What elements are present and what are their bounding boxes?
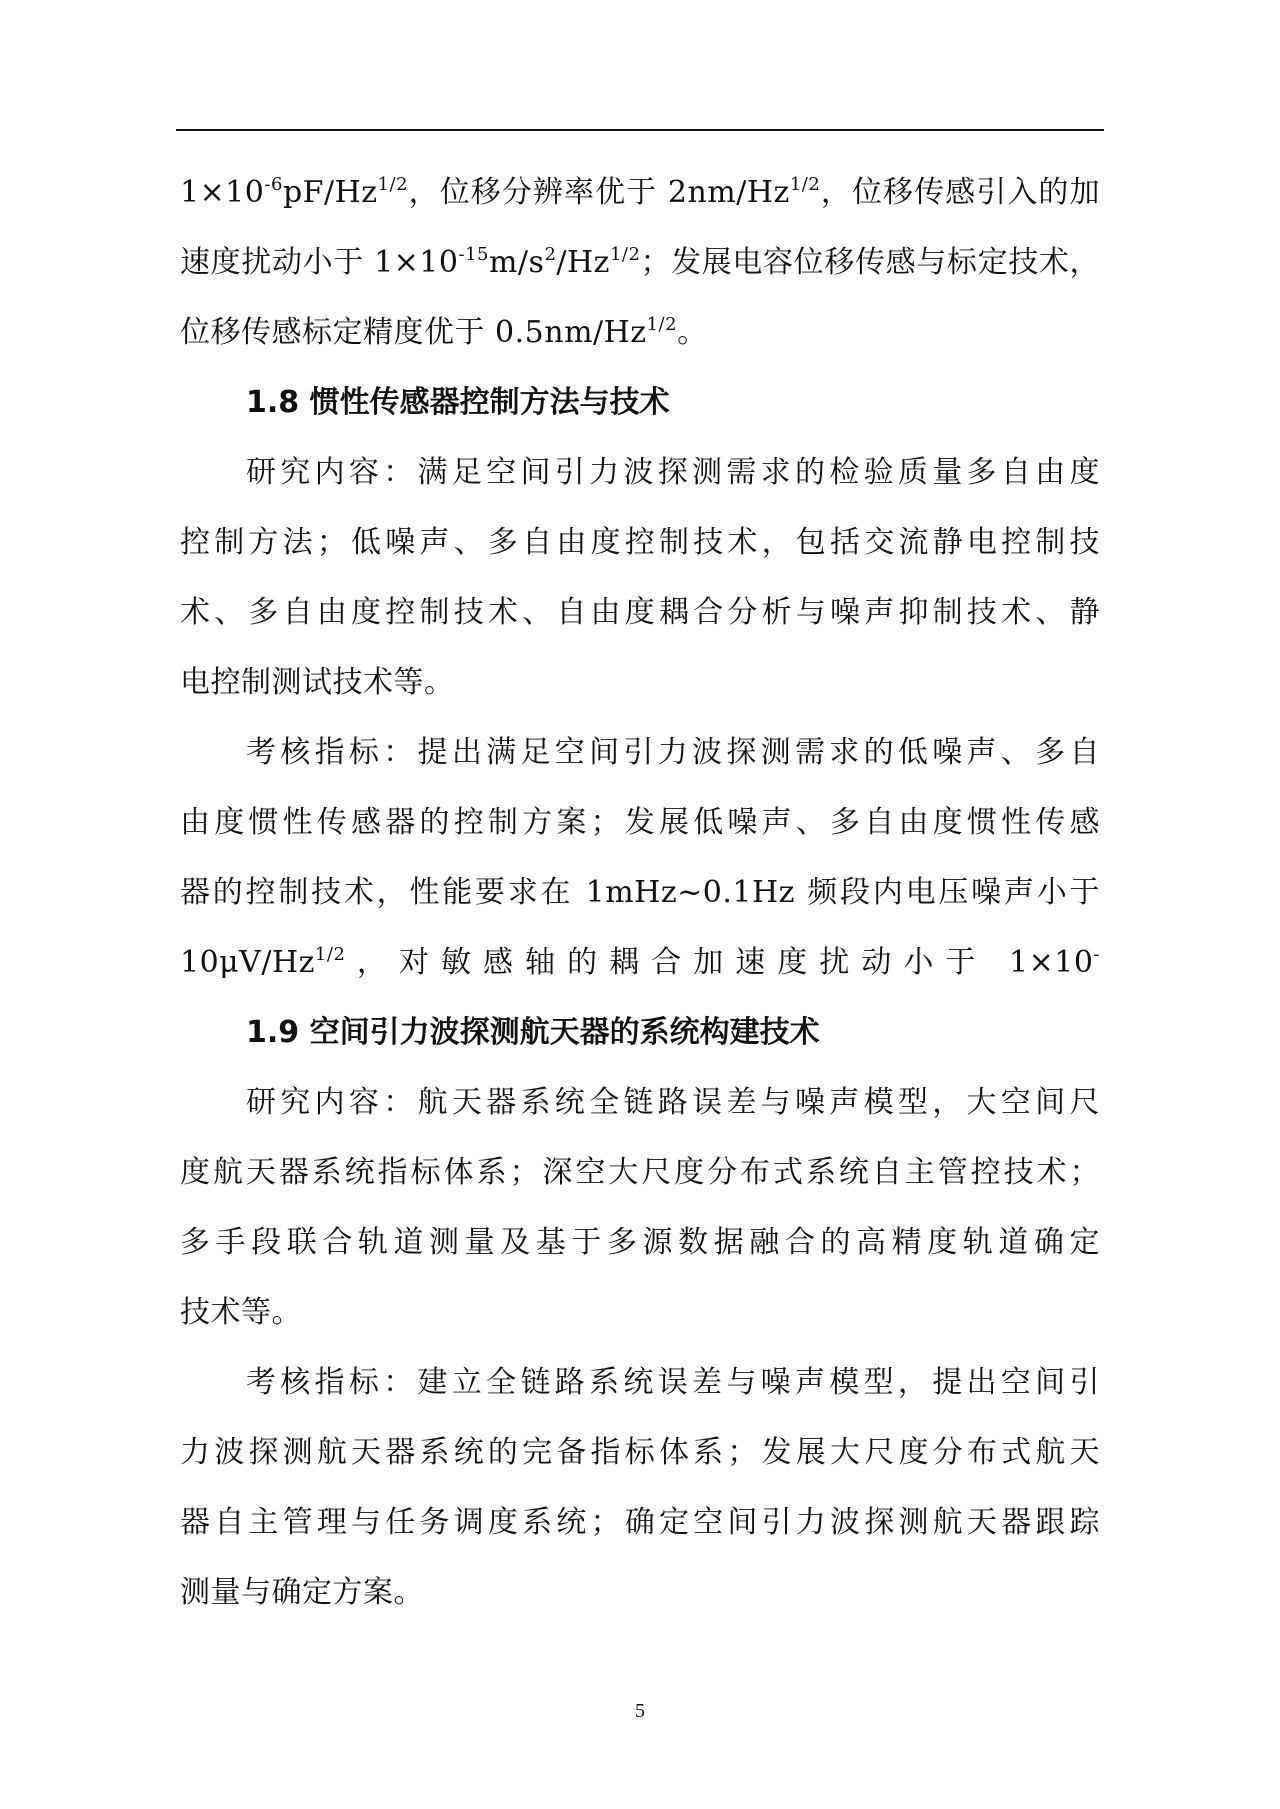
page-number: 5	[635, 1700, 645, 1722]
text-run: ，位移传感引入的加	[820, 175, 1100, 210]
s19-assessment-line-4: 测量与确定方案。	[180, 1575, 424, 1610]
s18-assessment-line-2: 由度惯性传感器的控制方案；发展低噪声、多自由度惯性传感	[180, 805, 1100, 840]
section-heading-1-9: 1.9 空间引力波探测航天器的系统构建技术	[246, 1015, 820, 1050]
s18-research-line-4: 电控制测试技术等。	[180, 665, 455, 700]
text-run: ，位移分辨率优于 2nm/Hz	[408, 175, 790, 210]
s19-assessment-line-3: 器自主管理与任务调度系统；确定空间引力波探测航天器跟踪	[180, 1505, 1100, 1540]
s18-assessment-line-4	[180, 928, 1100, 998]
s19-research-line-4: 技术等。	[180, 1295, 302, 1330]
s18-assessment-line-1: 考核指标：提出满足空间引力波探测需求的低噪声、多自	[246, 735, 1100, 770]
superscript: -	[1093, 944, 1100, 965]
s19-research-line-3: 多手段联合轨道测量及基于多源数据融合的高精度轨道确定	[180, 1225, 1100, 1260]
intro-line-1	[180, 158, 1100, 228]
text-run: 。	[677, 315, 708, 350]
superscript: 2	[544, 244, 557, 265]
s18-research-line-3: 术、多自由度控制技术、自由度耦合分析与噪声抑制技术、静	[180, 595, 1100, 630]
text-run: /Hz	[556, 245, 610, 280]
text-run: ，对敏感轴的耦合加速度扰动小于 1×10	[345, 945, 1094, 980]
s19-research-line-1: 研究内容：航天器系统全链路误差与噪声模型，大空间尺	[246, 1085, 1100, 1120]
superscript: -15	[458, 244, 489, 265]
s19-assessment-line-2: 力波探测航天器系统的完备指标体系；发展大尺度分布式航天	[180, 1435, 1100, 1470]
intro-line-3	[180, 298, 1100, 368]
intro-line-2	[180, 228, 1100, 298]
s18-research-line-1: 研究内容：满足空间引力波探测需求的检验质量多自由度	[246, 455, 1100, 490]
text-run: pF/Hz	[282, 175, 378, 210]
s18-assessment-line-3: 器的控制技术，性能要求在 1mHz~0.1Hz 频段内电压噪声小于	[180, 875, 1100, 910]
section-heading-1-8: 1.8 惯性传感器控制方法与技术	[246, 385, 670, 420]
s18-research-line-2: 控制方法；低噪声、多自由度控制技术，包括交流静电控制技	[180, 525, 1100, 560]
superscript: 1/2	[789, 174, 821, 195]
superscript: 1/2	[377, 174, 409, 195]
s19-assessment-line-1: 考核指标：建立全链路系统误差与噪声模型，提出空间引	[246, 1365, 1100, 1400]
text-run: 1×10	[180, 175, 265, 210]
header-rule	[176, 129, 1104, 131]
s19-research-line-2: 度航天器系统指标体系；深空大尺度分布式系统自主管控技术；	[180, 1155, 1100, 1190]
text-run: ；发展电容位移传感与标定技术，	[640, 245, 1100, 280]
text-run: 速度扰动小于 1×10	[180, 245, 459, 280]
text-run: m/s	[488, 245, 545, 280]
superscript: 1/2	[646, 314, 678, 335]
text-run: 10μV/Hz	[180, 945, 315, 980]
document-body	[180, 158, 1100, 1628]
text-run: 位移传感标定精度优于 0.5nm/Hz	[180, 315, 647, 350]
superscript: -6	[264, 174, 283, 195]
superscript: 1/2	[314, 944, 346, 965]
superscript: 1/2	[609, 244, 641, 265]
